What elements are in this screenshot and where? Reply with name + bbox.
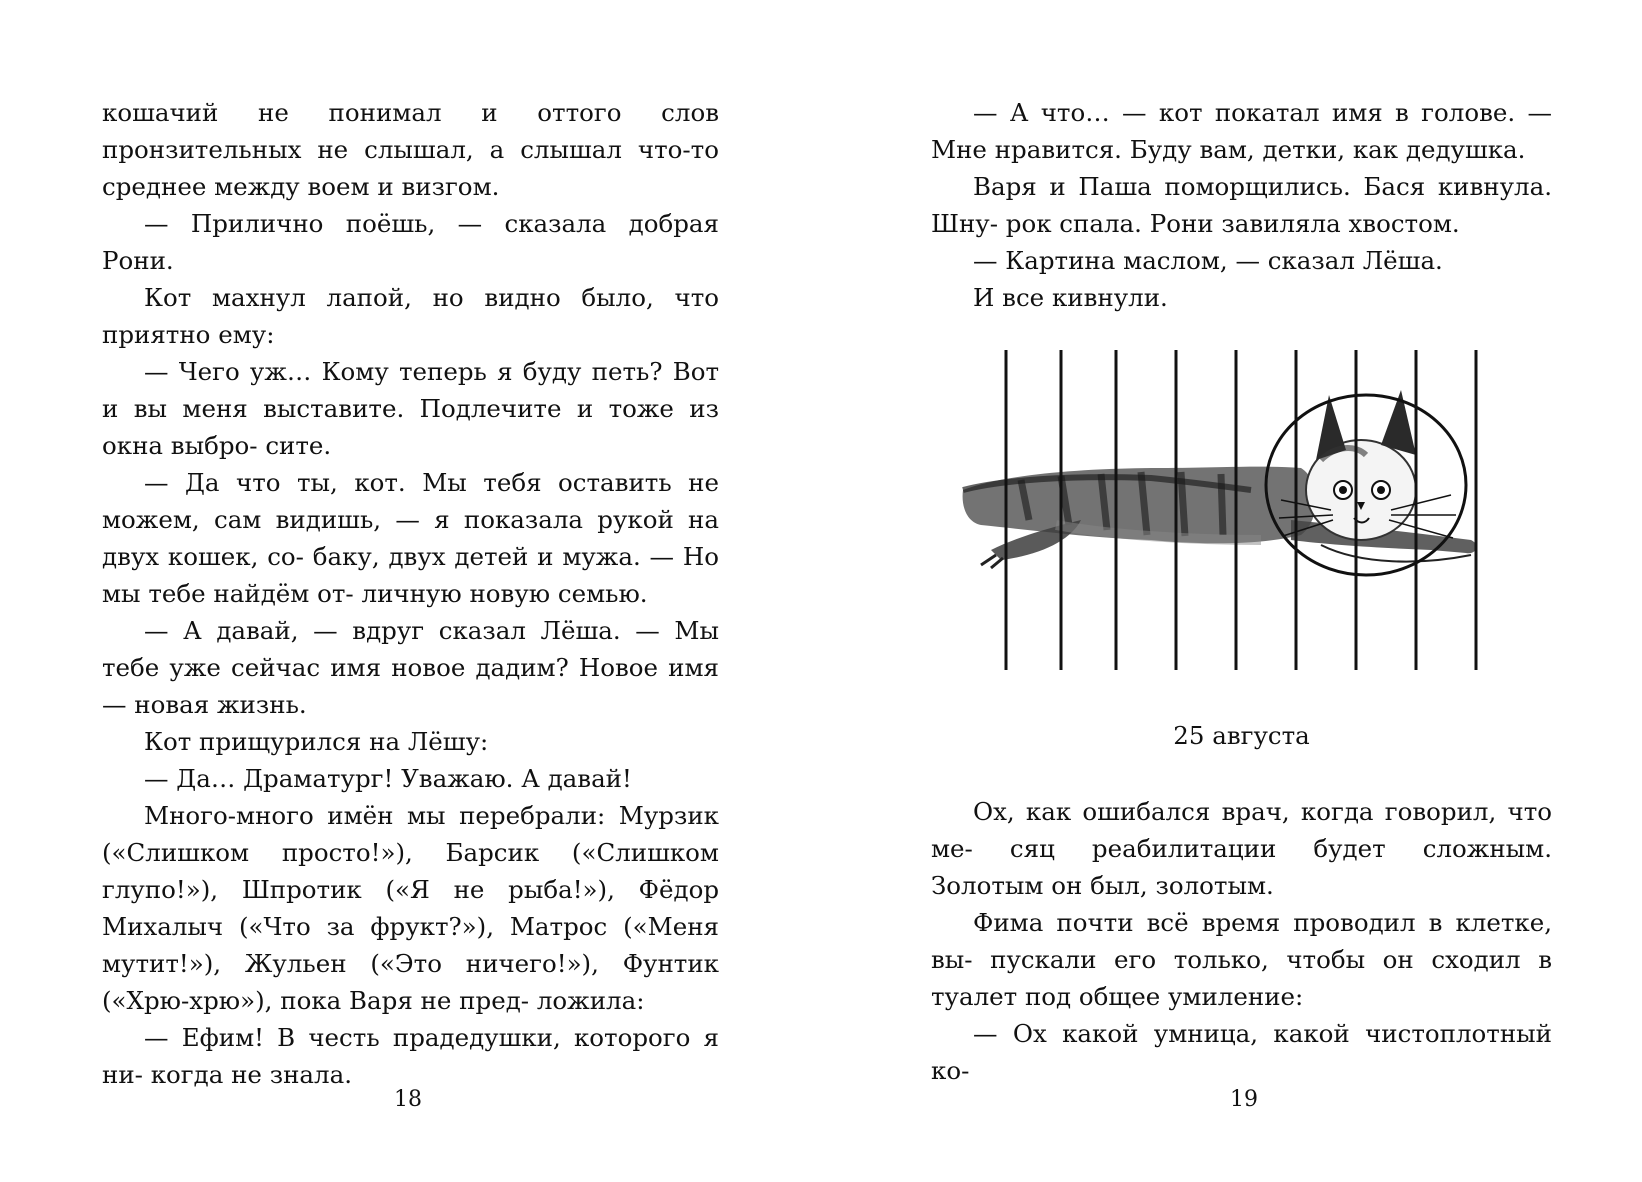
paragraph: Много-много имён мы перебрали: Мурзик («Слишком просто!»), Барсик («Слишком глупо!»), Шпротик («Я не рыба!»), Фёдор Михалыч («Что за фрукт?»), Матрос («Меня мутит!»), Жульен («Это ничего!»), Фунтик («Хрю-хрю»), пока Варя не пред- ложила:	[102, 801, 719, 1015]
paragraph: И все кивнули.	[973, 283, 1168, 312]
paragraph: кошачий не понимал и оттого слов пронзительных не слышал, а слышал что-то среднее между воем и визгом.	[102, 98, 719, 201]
cat-in-cage-illustration	[961, 350, 1501, 670]
date-heading: 25 августа	[1173, 721, 1310, 750]
paragraph: Кот махнул лапой, но видно было, что приятно ему:	[102, 283, 719, 349]
paragraph: Кот прищурился на Лёшу:	[144, 727, 489, 756]
paragraph: — Картина маслом, — сказал Лёша.	[973, 246, 1443, 275]
left-page-text	[102, 94, 719, 1093]
page-number: 18	[394, 1087, 422, 1112]
paragraph: Фима почти всё время проводил в клетке, вы- пускали его только, чтобы он сходил в туалет под общее умиление:	[931, 908, 1552, 1011]
paragraph: — Чего уж… Кому теперь я буду петь? Вот и вы меня выставите. Подлечите и тоже из окна выбро- сите.	[102, 357, 719, 460]
paragraph: — А что… — кот покатал имя в голове. — Мне нравится. Буду вам, детки, как дедушка.	[931, 98, 1552, 164]
paragraph: — Ефим! В честь прадедушки, которого я ни- когда не знала.	[102, 1023, 719, 1089]
paragraph: — Да что ты, кот. Мы тебя оставить не можем, сам видишь, — я показала рукой на двух кошек, со- баку, двух детей и мужа. — Но мы тебе найдём от- личную новую семью.	[102, 468, 719, 608]
right-page	[821, 0, 1642, 1182]
paragraph: — Да… Драматург! Уважаю. А давай!	[144, 764, 632, 793]
paragraph: Варя и Паша поморщились. Бася кивнула. Шну- рок спала. Рони завиляла хвостом.	[931, 172, 1552, 238]
paragraph: — Прилично поёшь, — сказала добрая Рони.	[102, 209, 719, 275]
page-number: 19	[1230, 1087, 1258, 1112]
right-page-text-top	[931, 94, 1552, 316]
paragraph: — Ох какой умница, какой чистоплотный ко-	[931, 1019, 1552, 1085]
cat-figure	[963, 390, 1477, 568]
paragraph: Ох, как ошибался врач, когда говорил, что ме- сяц реабилитации будет сложным. Золотым он был, золотым.	[931, 797, 1552, 900]
paragraph: — А давай, — вдруг сказал Лёша. — Мы тебе уже сейчас имя новое дадим? Новое имя — новая жизнь.	[102, 616, 719, 719]
right-page-text-bottom	[931, 793, 1552, 1089]
